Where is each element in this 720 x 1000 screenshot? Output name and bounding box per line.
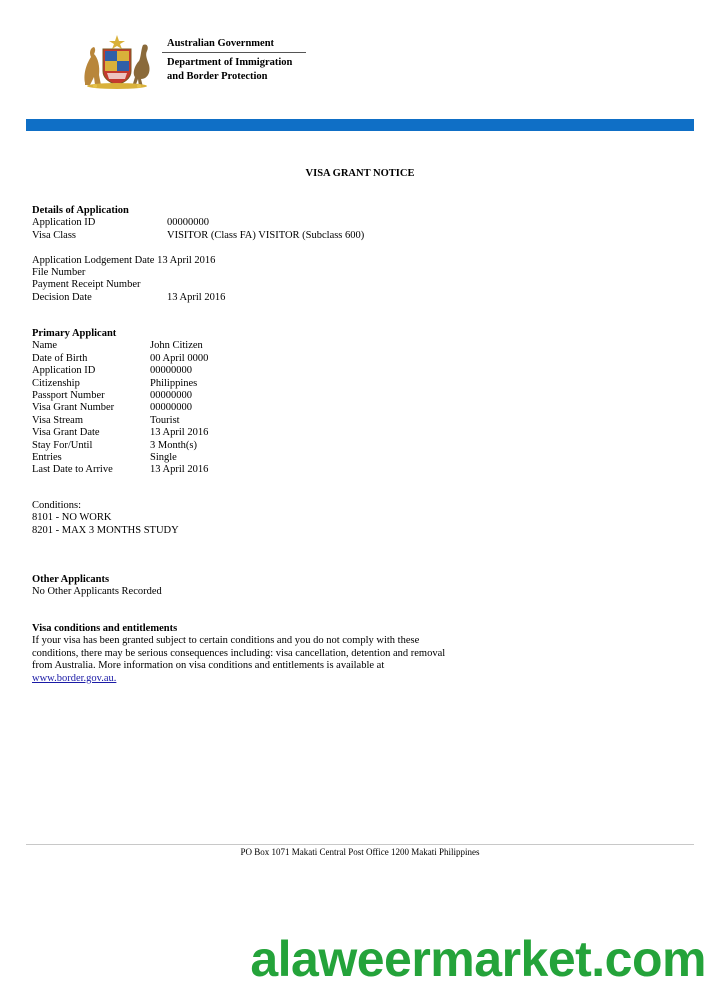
condition-item: 8201 - MAX 3 MONTHS STUDY — [32, 524, 179, 536]
document-title: VISA GRANT NOTICE — [305, 168, 415, 179]
table-row — [32, 427, 209, 439]
table-row — [32, 340, 203, 352]
condition-item: 8101 - NO WORK — [32, 512, 112, 524]
decision-date-value: 13 April 2016 — [167, 291, 226, 303]
decision-date-label: Decision Date — [32, 291, 92, 303]
table-row — [32, 414, 180, 427]
application-id-label: Application ID — [32, 217, 96, 229]
conditions-section — [32, 500, 179, 537]
application-id-row — [32, 217, 215, 229]
payment-receipt-row — [32, 279, 215, 291]
coat-of-arms-icon — [77, 33, 157, 89]
lodgement-date-value: 13 April 2016 — [157, 254, 216, 266]
lodgement-date-row — [32, 255, 215, 267]
watermark-text: alaweermarket.com — [250, 931, 706, 987]
department-name — [167, 56, 292, 84]
footer-address: PO Box 1071 Makati Central Post Office 1200 Makati Philippines — [240, 847, 480, 857]
footer-divider — [26, 844, 694, 845]
field-label: Visa Grant Number — [32, 402, 115, 414]
field-value: 00000000 — [150, 389, 192, 401]
visa-conditions-body — [32, 635, 452, 685]
field-value: 00000000 — [150, 365, 192, 377]
field-label: Visa Stream — [32, 414, 83, 426]
field-value: Single — [150, 451, 177, 463]
primary-applicant-heading: Primary Applicant — [32, 328, 117, 339]
field-label: Stay For/Until — [32, 439, 93, 451]
field-label: Name — [32, 340, 58, 352]
file-number-row — [32, 267, 215, 279]
government-name: Australian Government — [167, 38, 275, 49]
table-row — [32, 464, 209, 476]
visa-conditions-heading: Visa conditions and entitlements — [32, 623, 178, 634]
table-row — [32, 402, 192, 414]
field-value: 13 April 2016 — [150, 464, 209, 476]
field-value: 13 April 2016 — [150, 427, 209, 439]
department-line-2: and Border Protection — [167, 71, 268, 82]
table-row — [32, 451, 177, 464]
table-row — [32, 389, 192, 402]
application-id-value: 00000000 — [167, 217, 209, 229]
department-line-1: Department of Immigration — [167, 57, 293, 68]
table-row — [32, 439, 197, 452]
field-value: 3 Month(s) — [150, 439, 197, 451]
field-value: 00000000 — [150, 402, 192, 414]
other-applicants-heading: Other Applicants — [32, 574, 110, 585]
payment-receipt-label: Payment Receipt Number — [32, 279, 141, 291]
field-label: Entries — [32, 451, 62, 463]
field-value: John Citizen — [150, 340, 203, 352]
decision-date-row — [32, 291, 226, 304]
visa-class-label: Visa Class — [32, 229, 76, 241]
details-section — [32, 205, 365, 304]
table-row — [32, 365, 192, 377]
border-website-link[interactable]: www.border.gov.au. — [32, 672, 117, 684]
field-label: Citizenship — [32, 377, 80, 389]
details-heading: Details of Application — [32, 205, 129, 216]
visa-class-value: VISITOR (Class FA) VISITOR (Subclass 600) — [167, 229, 365, 241]
file-number-label: File Number — [32, 266, 86, 278]
field-label: Passport Number — [32, 389, 105, 401]
field-value: 00 April 0000 — [150, 352, 209, 364]
visa-conditions-section — [32, 623, 452, 685]
other-applicants-text: No Other Applicants Recorded — [32, 586, 162, 598]
field-label: Application ID — [32, 365, 96, 377]
lodgement-date-label: Application Lodgement Date — [32, 254, 155, 266]
field-value: Philippines — [150, 377, 198, 389]
visa-class-row — [32, 229, 365, 242]
primary-applicant-section — [32, 328, 209, 477]
field-label: Date of Birth — [32, 352, 88, 364]
field-label: Last Date to Arrive — [32, 464, 113, 476]
header-accent-bar — [26, 119, 694, 131]
conditions-heading: Conditions: — [32, 500, 82, 511]
other-applicants-section — [32, 574, 162, 599]
table-row — [32, 352, 209, 365]
field-label: Visa Grant Date — [32, 427, 100, 439]
visa-conditions-text: If your visa has been granted subject to certain conditions and you do not comply with these conditions, there may be serious consequences including: visa cancellation, detention and removal from Australia. More information on visa conditions and entitlements is available at — [32, 635, 446, 672]
table-row — [32, 377, 198, 390]
header-divider — [162, 52, 306, 53]
field-value: Tourist — [150, 414, 180, 426]
